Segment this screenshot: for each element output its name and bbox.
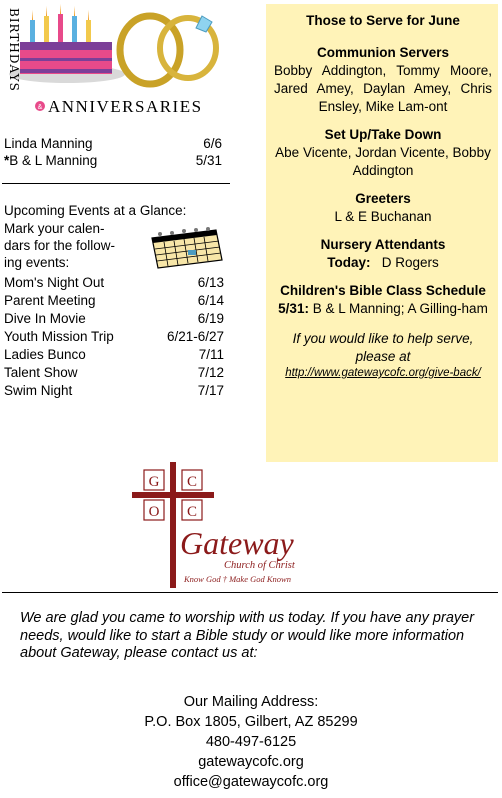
event-date: 7/11: [198, 347, 224, 362]
birthday-date: 5/31: [195, 153, 222, 168]
communion-names: Bobby Addington, Tommy Moore, Jared Amey, Daylan Amey, Chris Ensley, Mike Lam-ont: [274, 63, 492, 114]
serve-panel: [266, 4, 498, 462]
events-title: Upcoming Events at a Glance:: [4, 203, 187, 218]
event-name: Talent Show: [4, 365, 78, 380]
event-row: [4, 347, 224, 363]
birthday-name: Linda Manning: [4, 136, 93, 151]
event-date: 6/13: [197, 275, 224, 290]
logo-name: Gateway: [180, 525, 294, 561]
event-name: Mom's Night Out: [4, 275, 105, 290]
birthdays-title: BIRTHDAYS: [7, 8, 21, 92]
setup-heading: Set Up/Take Down: [324, 127, 442, 142]
events-intro: [4, 220, 144, 271]
class-schedule: [274, 300, 492, 318]
events-intro-line: dars for the follow-: [4, 238, 116, 253]
birthday-date: 6/6: [203, 136, 222, 151]
logo-letter: C: [186, 474, 198, 490]
setup-names: Abe Vicente, Jordan Vicente, Bobby Addington: [275, 145, 491, 178]
serve-title: Those to Serve for June: [306, 13, 460, 28]
event-row: [4, 383, 224, 399]
communion-heading: Communion Servers: [316, 45, 450, 60]
birthday-cake-icon: [9, 4, 125, 83]
class-names: B & L Manning; A Gilling-ham: [312, 301, 488, 316]
birthday-name: *B & L Manning: [4, 153, 98, 168]
event-row: [4, 293, 224, 309]
mailing-label: Our Mailing Address:: [183, 694, 319, 710]
gateway-logo: [132, 462, 342, 588]
event-row: [4, 275, 224, 291]
birthday-row: [4, 153, 222, 169]
email-link[interactable]: office@gatewaycofc.org: [173, 774, 329, 790]
ampersand-text: &: [37, 104, 43, 111]
footer-divider: [2, 592, 498, 593]
nursery-heading: Nursery Attendants: [320, 237, 446, 252]
logo-letter: O: [148, 504, 160, 520]
mailing-address: P.O. Box 1805, Gilbert, AZ 85299: [144, 714, 358, 730]
wedding-rings-icon: [120, 16, 216, 84]
logo-tagline: Know God † Make God Known: [184, 574, 291, 584]
greeters-heading: Greeters: [355, 191, 411, 206]
nursery-today-label: Today:: [327, 255, 371, 270]
events-intro-line: Mark your calen-: [4, 221, 105, 236]
event-date: 7/12: [197, 365, 224, 380]
events-intro-line: ing events:: [4, 255, 70, 270]
website-link[interactable]: gatewaycofc.org: [198, 754, 304, 770]
event-date: 6/21-6/27: [166, 329, 224, 344]
nursery-today-names: D Rogers: [381, 255, 439, 270]
give-back-link[interactable]: http://www.gatewaycofc.org/give-back/: [285, 367, 481, 379]
event-row: [4, 311, 224, 327]
greeters-names: L & E Buchanan: [334, 209, 432, 224]
nursery-today: [274, 254, 492, 272]
logo-letter: C: [186, 504, 198, 520]
logo-letter: G: [148, 474, 160, 490]
event-name: Parent Meeting: [4, 293, 96, 308]
class-heading: Children's Bible Class Schedule: [280, 283, 486, 298]
event-row: [4, 329, 224, 345]
event-name: Youth Mission Trip: [4, 329, 114, 344]
birthdays-anniversaries-banner: [2, 2, 228, 120]
section-divider: [2, 183, 230, 184]
event-date: 6/14: [197, 293, 224, 308]
anniversaries-title: ANNIVERSARIES: [48, 97, 203, 116]
event-date: 7/17: [197, 383, 224, 398]
event-name: Ladies Bunco: [4, 347, 86, 362]
calendar-icon: [146, 224, 226, 270]
phone-number: 480-497-6125: [205, 734, 297, 750]
event-row: [4, 365, 224, 381]
event-name: Swim Night: [4, 383, 73, 398]
help-text: If you would like to help serve, please at: [292, 331, 474, 364]
event-date: 6/19: [197, 311, 224, 326]
class-date: 5/31:: [278, 301, 309, 316]
logo-subtitle: Church of Christ: [224, 560, 295, 571]
event-name: Dive In Movie: [4, 311, 86, 326]
birthday-row: [4, 136, 222, 152]
welcome-message: We are glad you came to worship with us today. If you have any prayer needs, would like to start a Bible study or would like more information about Gateway, please contact us at:: [20, 610, 475, 661]
